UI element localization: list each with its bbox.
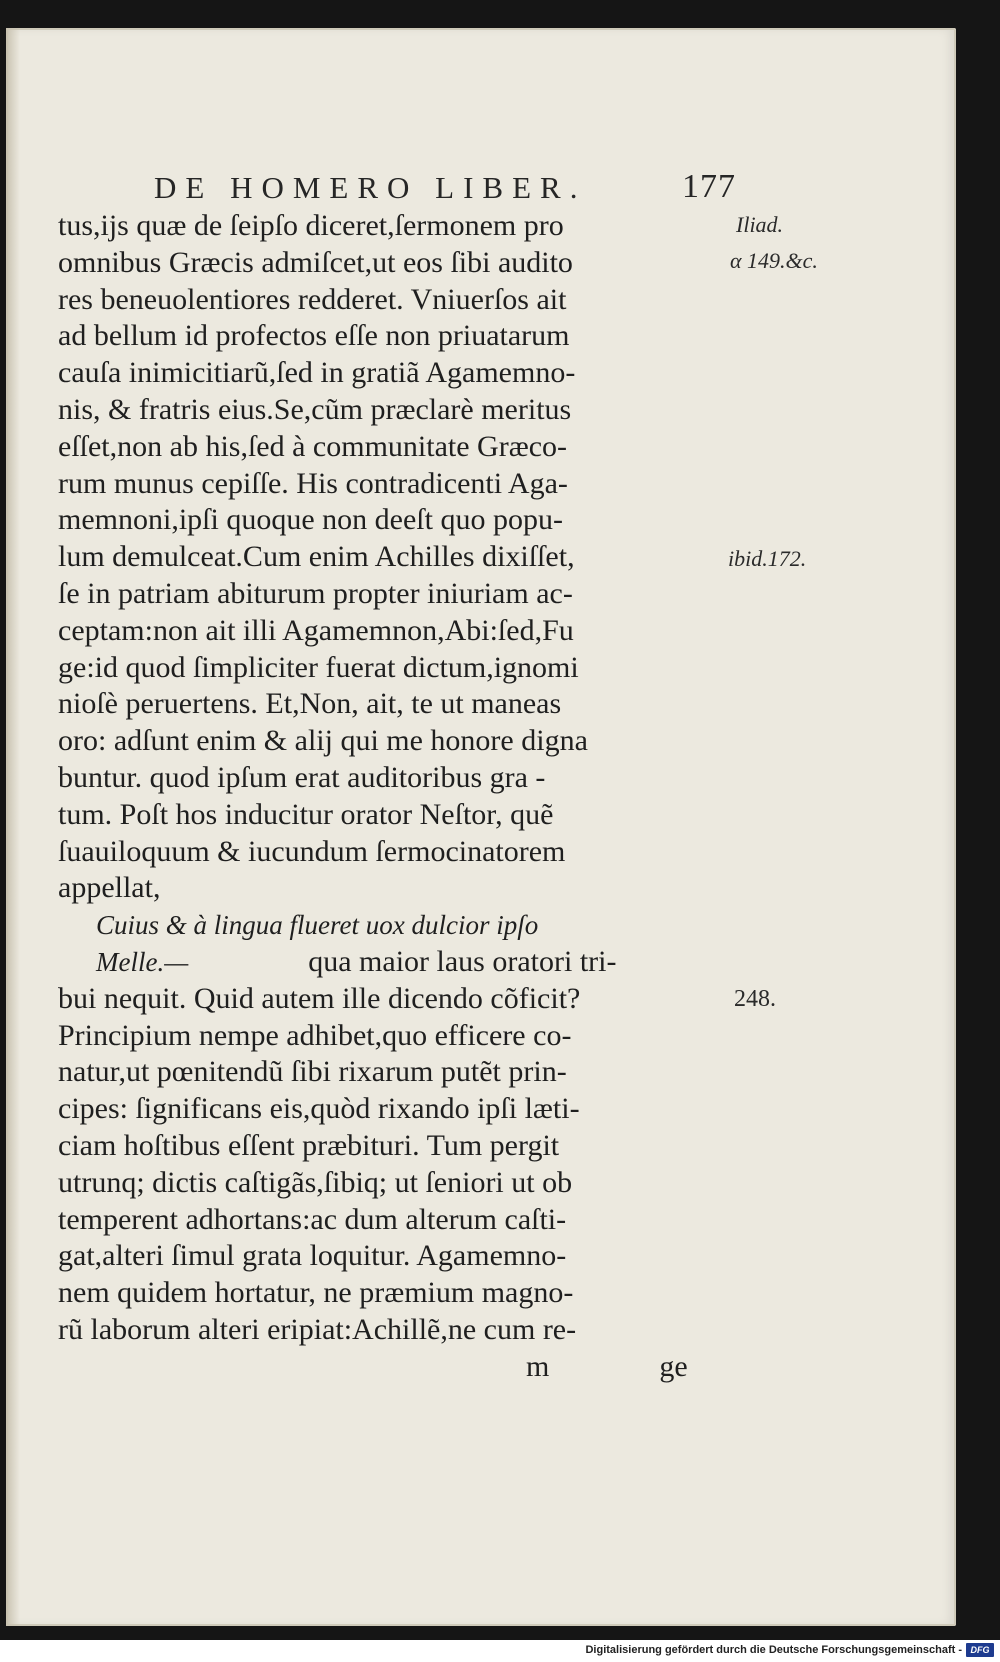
text-line: nis, & fratris eius.Se,cũm præclarè meritus [58,392,572,426]
text-line: oro: adſunt enim & alij qui me honore digna [58,724,588,758]
signature-mark: m [526,1349,550,1383]
text-line: appellat, [58,871,161,905]
text-line: res beneuolentiores redderet. Vniuerſos ait [58,282,567,316]
text-line: nem quidem hortatur, ne præmium magno- [58,1276,574,1310]
catchword: ge [659,1349,688,1383]
text-line: temperent adhortans:ac dum alterum caſti- [58,1202,567,1236]
quote-continuation-line [58,944,738,981]
margin-note: 248. [734,986,776,1012]
text-line: cauſa inimicitiarũ,ſed in gratiã Agamemno- [58,356,576,390]
text-line: ad bellum id profectos eſſe non priuatarum [58,319,570,353]
text-line: ciam hoſtibus eſſent præbituri. Tum pergit [58,1128,560,1162]
quote-ending: Melle.— [96,946,189,977]
body-text [58,208,738,1386]
text-line: nioſè peruertens. Et,Non, ait, te ut maneas [58,687,562,721]
margin-note: Iliad. [736,212,784,237]
text-line: tum. Poſt hos inducitur orator Neſtor, quẽ [58,797,554,831]
text-line: cipes: ſignificans eis,quòd rixando ipſi læti- [58,1092,580,1126]
page-number: 177 [682,168,736,205]
text-line: rum munus cepiſſe. His contradicenti Aga- [58,466,568,500]
text-line: bui nequit. Quid autem ille dicendo cõficit? [58,981,581,1015]
text-line: ceptam:non ait illi Agamemnon,Abi:ſed,Fu [58,613,574,647]
text-line: eſſet,non ab his,ſed à communitate Græco- [58,429,568,463]
text-line: ge:id quod ſimpliciter fuerat dictum,ignomi [58,650,579,684]
text-line: ſe in patriam abiturum propter iniuriam ac- [58,576,573,610]
page-header [146,170,736,210]
text-line: buntur. quod ipſum erat auditoribus gra - [58,760,546,794]
text-line: ſuauiloquum & iucundum ſermocinatorem [58,834,566,868]
text-line: gat,alteri ſimul grata loquitur. Agamemno- [58,1239,567,1273]
dfg-logo: DFG [966,1643,994,1657]
catchword-line [58,1349,738,1386]
text-line: natur,ut pœnitendũ ſibi rixarum putẽt prin- [58,1055,567,1089]
quote-following-text: qua maior laus oratori tri- [308,944,617,978]
text-line: tus,ijs quæ de ſeipſo diceret,ſermonem pro [58,209,564,242]
text-line: lum demulceat.Cum enim Achilles dixiſſet, [58,540,575,574]
text-line: omnibus Græcis admiſcet,ut eos ſibi audito [58,245,573,279]
book-page [6,28,956,1626]
text-line: utrunq; dictis caſtigãs,ſibiq; ut ſeniori ut ob [58,1165,573,1199]
text-line: memnoni,ipſi quoque non deeſt quo popu- [58,503,563,537]
text-line: Principium nempe adhibet,quo efficere co- [58,1018,572,1052]
margin-note: α 149.&c. [730,248,818,273]
funding-notice: Digitalisierung gefördert durch die Deutsche Forschungsgemeinschaft - [585,1644,962,1656]
digitization-footer [0,1640,1000,1662]
quote-line: Cuius & à lingua flueret uox dulcior ipſo [96,910,539,941]
running-head: DE HOMERO LIBER. [154,170,587,205]
margin-note: ibid.172. [728,546,807,571]
text-line: rũ laborum alteri eripiat:Achillẽ,ne cum re- [58,1312,577,1346]
